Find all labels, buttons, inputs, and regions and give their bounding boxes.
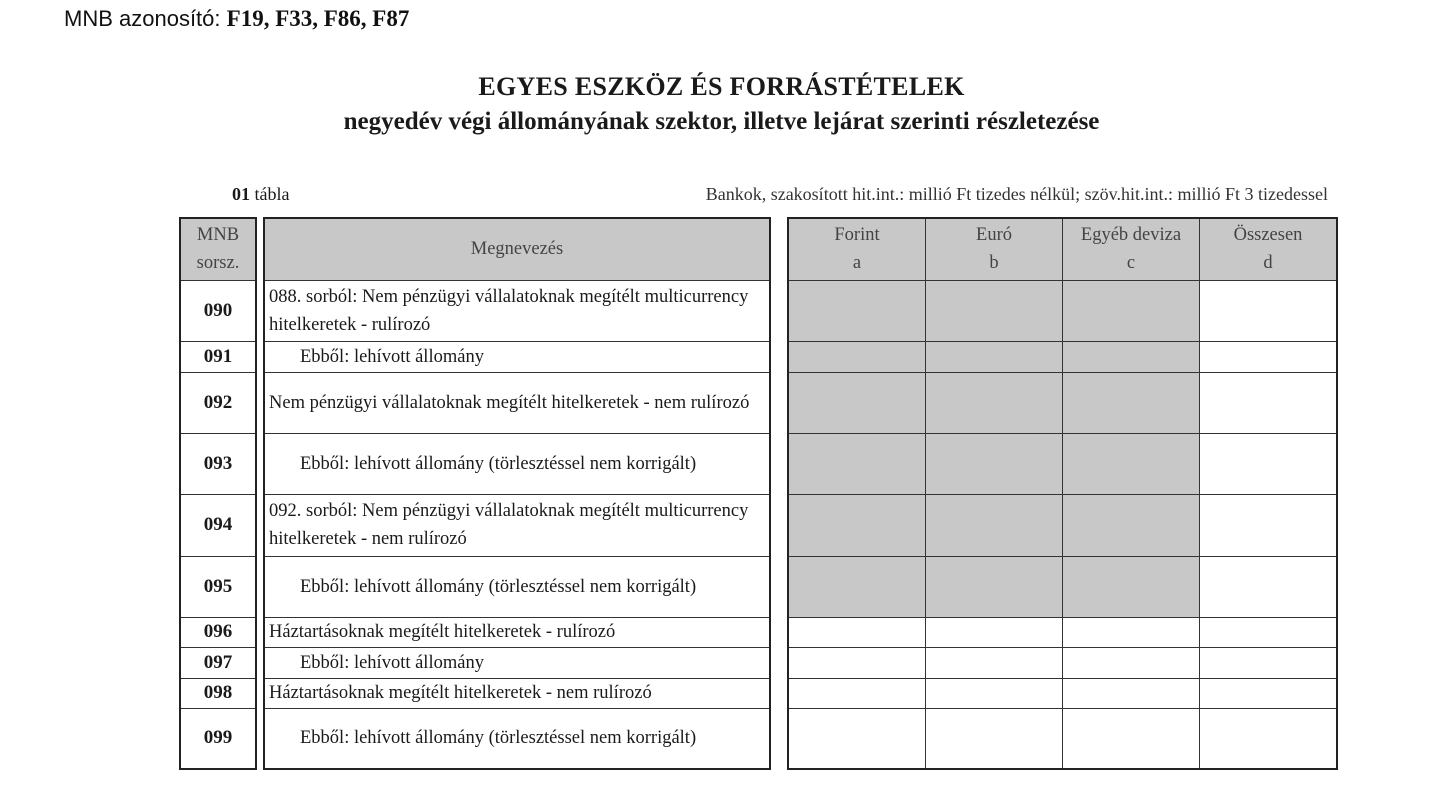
units-note: Bankok, szakosított hit.int.: millió Ft tizedes nélkül; szöv.hit.int.: millió Ft 3 tizedessel <box>705 184 1328 204</box>
column-header-total <box>1200 218 1338 280</box>
row-number-095: 095 <box>180 556 256 617</box>
cell-098-euro[interactable] <box>926 678 1063 708</box>
values-table <box>787 217 1338 770</box>
row-description-090: 088. sorból: Nem pénzügyi vállalatoknak megítélt multicurrency hitelkeretek - rulírozó <box>264 280 770 341</box>
cell-092-total[interactable] <box>1200 372 1338 433</box>
page-title: EGYES ESZKÖZ ÉS FORRÁSTÉTELEK <box>478 72 965 101</box>
column-header-other-currency-code: c <box>1126 253 1136 274</box>
cell-096-other-currency[interactable] <box>1063 617 1200 647</box>
row-description-095: Ebből: lehívott állomány (törlesztéssel nem korrigált) <box>264 556 770 617</box>
cell-099-forint[interactable] <box>788 708 926 769</box>
cell-093-euro <box>926 433 1063 494</box>
page-subtitle: negyedév végi állományának szektor, illetve lejárat szerinti részletezése <box>343 108 1100 135</box>
cell-090-forint <box>788 280 926 341</box>
row-number-header-line2: sorsz. <box>196 253 240 274</box>
column-header-euro-label: Euró <box>976 225 1012 246</box>
cell-091-euro <box>926 341 1063 372</box>
cell-093-forint <box>788 433 926 494</box>
mnb-identifier-label: MNB azonosító: <box>64 6 221 31</box>
row-number-header <box>180 218 256 280</box>
column-header-forint-code: a <box>852 253 862 274</box>
mnb-identifier-value: F19, F33, F86, F87 <box>226 6 410 31</box>
row-description-099: Ebből: lehívott állomány (törlesztéssel nem korrigált) <box>264 708 770 769</box>
cell-098-forint[interactable] <box>788 678 926 708</box>
row-description-091: Ebből: lehívott állomány <box>264 341 770 372</box>
cell-097-euro[interactable] <box>926 647 1063 678</box>
cell-095-forint <box>788 556 926 617</box>
row-number-096: 096 <box>180 617 256 647</box>
cell-099-euro[interactable] <box>926 708 1063 769</box>
description-header: Megnevezés <box>264 218 770 280</box>
column-header-other-currency <box>1063 218 1200 280</box>
row-number-099: 099 <box>180 708 256 769</box>
cell-095-other-currency <box>1063 556 1200 617</box>
row-number-091: 091 <box>180 341 256 372</box>
cell-099-other-currency[interactable] <box>1063 708 1200 769</box>
cell-092-forint <box>788 372 926 433</box>
cell-095-total[interactable] <box>1200 556 1338 617</box>
row-number-098: 098 <box>180 678 256 708</box>
cell-090-other-currency <box>1063 280 1200 341</box>
cell-096-total[interactable] <box>1200 617 1338 647</box>
cell-097-total[interactable] <box>1200 647 1338 678</box>
cell-096-forint[interactable] <box>788 617 926 647</box>
column-header-euro <box>926 218 1063 280</box>
cell-091-forint <box>788 341 926 372</box>
description-table <box>263 217 771 770</box>
cell-099-total[interactable] <box>1200 708 1338 769</box>
row-description-096: Háztartásoknak megítélt hitelkeretek - rulírozó <box>264 617 770 647</box>
cell-091-other-currency <box>1063 341 1200 372</box>
cell-092-other-currency <box>1063 372 1200 433</box>
row-number-090: 090 <box>180 280 256 341</box>
cell-095-euro <box>926 556 1063 617</box>
cell-093-other-currency <box>1063 433 1200 494</box>
row-number-094: 094 <box>180 494 256 556</box>
row-number-097: 097 <box>180 647 256 678</box>
row-description-093: Ebből: lehívott állomány (törlesztéssel nem korrigált) <box>264 433 770 494</box>
column-header-forint <box>788 218 926 280</box>
cell-094-other-currency <box>1063 494 1200 556</box>
column-header-forint-label: Forint <box>834 225 880 246</box>
cell-094-total[interactable] <box>1200 494 1338 556</box>
table-number <box>232 184 289 205</box>
row-number-093: 093 <box>180 433 256 494</box>
column-header-other-currency-label: Egyéb deviza <box>1080 225 1182 246</box>
row-description-092: Nem pénzügyi vállalatoknak megítélt hitelkeretek - nem rulírozó <box>264 372 770 433</box>
cell-098-other-currency[interactable] <box>1063 678 1200 708</box>
cell-093-total[interactable] <box>1200 433 1338 494</box>
mnb-identifier <box>64 6 409 32</box>
cell-090-total[interactable] <box>1200 280 1338 341</box>
row-number-092: 092 <box>180 372 256 433</box>
row-description-098: Háztartásoknak megítélt hitelkeretek - nem rulírozó <box>264 678 770 708</box>
row-number-table <box>179 217 257 770</box>
cell-096-euro[interactable] <box>926 617 1063 647</box>
table-number-value: 01 <box>232 184 250 204</box>
column-header-total-label: Összesen <box>1233 225 1303 246</box>
row-description-097: Ebből: lehívott állomány <box>264 647 770 678</box>
cell-097-forint[interactable] <box>788 647 926 678</box>
cell-090-euro <box>926 280 1063 341</box>
cell-094-forint <box>788 494 926 556</box>
cell-097-other-currency[interactable] <box>1063 647 1200 678</box>
cell-091-total[interactable] <box>1200 341 1338 372</box>
row-number-header-line1: MNB <box>196 225 240 246</box>
table-number-suffix: tábla <box>254 184 290 204</box>
row-description-094: 092. sorból: Nem pénzügyi vállalatoknak megítélt multicurrency hitelkeretek - nem rulírozó <box>264 494 770 556</box>
cell-094-euro <box>926 494 1063 556</box>
cell-098-total[interactable] <box>1200 678 1338 708</box>
column-header-euro-code: b <box>989 253 999 274</box>
cell-092-euro <box>926 372 1063 433</box>
column-header-total-code: d <box>1263 253 1273 274</box>
